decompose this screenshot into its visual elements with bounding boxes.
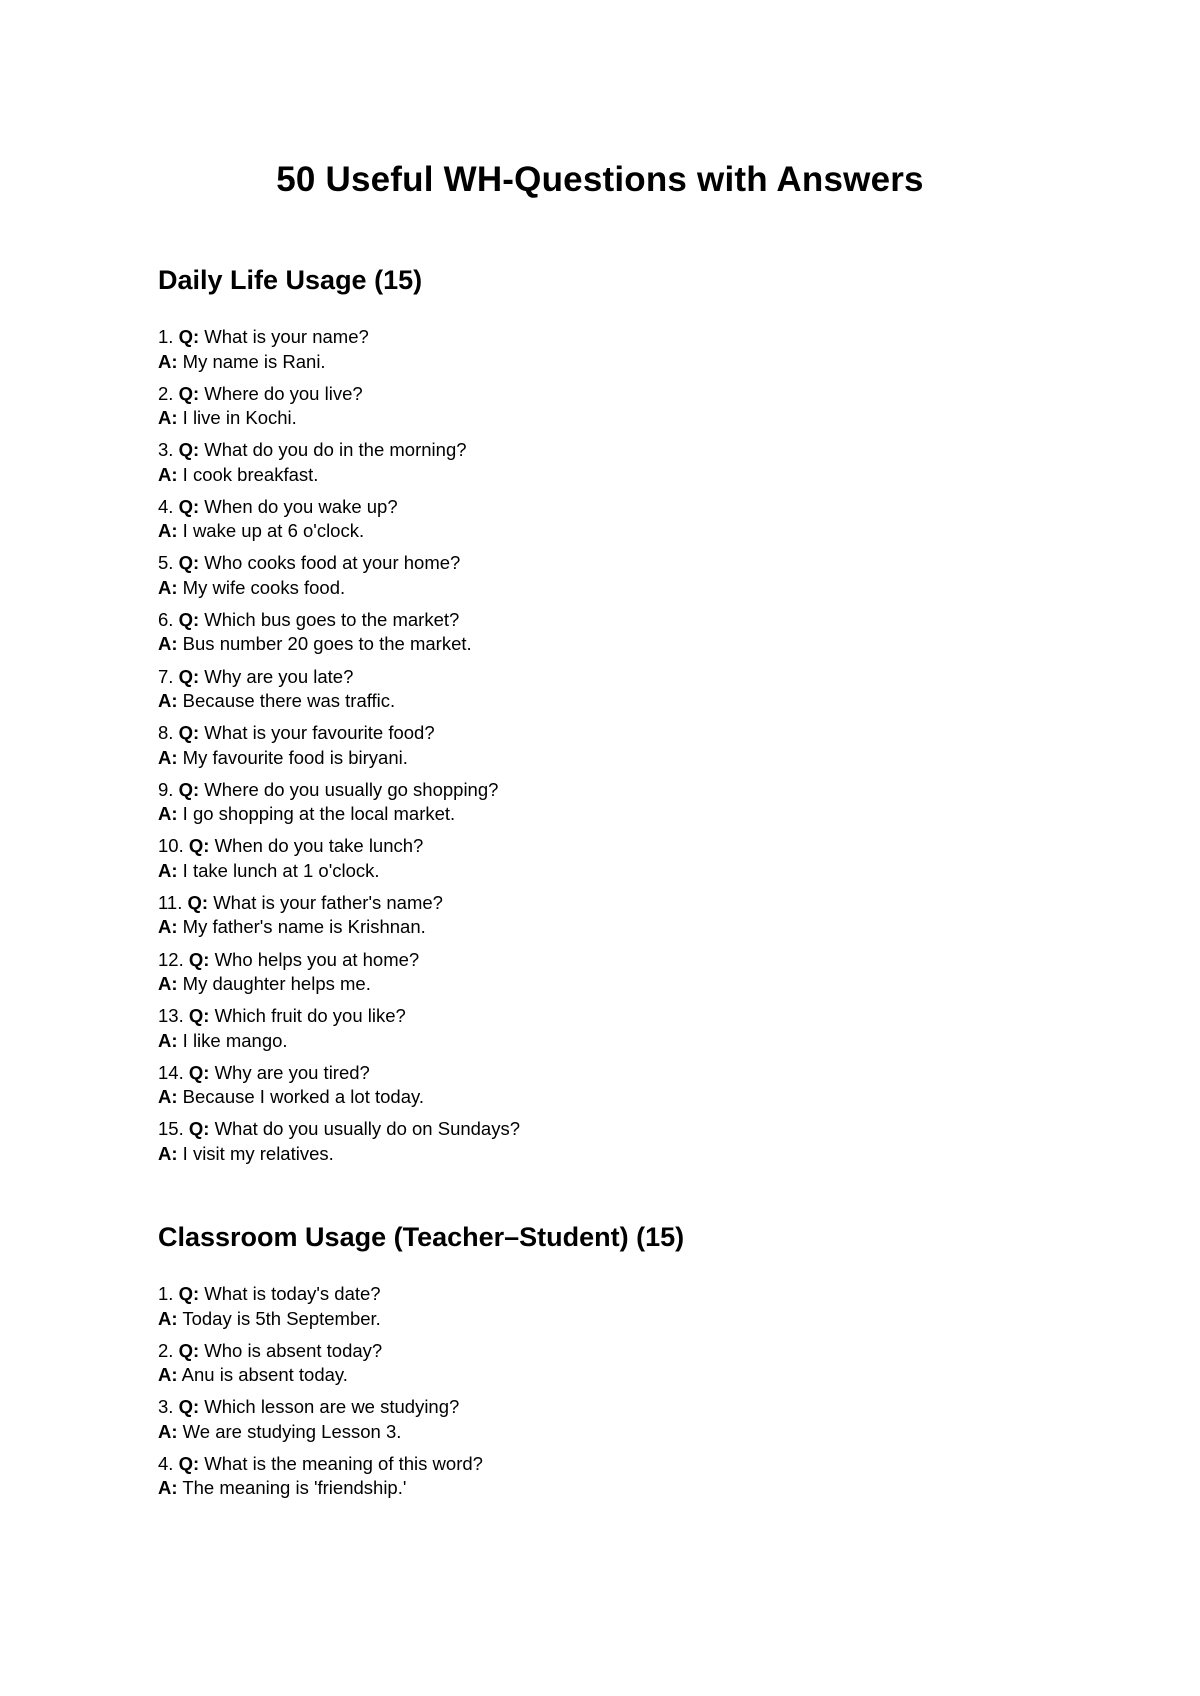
qa-item	[158, 1452, 1058, 1509]
answer-label: A:	[158, 1364, 178, 1386]
question-label: Q:	[178, 608, 200, 630]
item-number: 7.	[158, 665, 174, 687]
qa-item	[158, 1061, 1058, 1118]
answer-text: My name is Rani.	[182, 350, 326, 372]
section-heading-classroom: Classroom Usage (Teacher–Student) (15)	[158, 1222, 685, 1252]
question-line	[158, 551, 1058, 576]
answer-line	[158, 576, 1058, 601]
question-text: Which bus goes to the market?	[204, 608, 460, 630]
answer-line	[158, 746, 1058, 771]
question-text: Who helps you at home?	[214, 948, 420, 970]
qa-item	[158, 778, 1058, 835]
item-number: 1.	[158, 326, 174, 347]
answer-line	[158, 1476, 1058, 1501]
qa-item	[158, 891, 1058, 948]
question-text: What is the meaning of this word?	[204, 1452, 483, 1474]
question-text: What is today's date?	[204, 1283, 381, 1304]
question-text: Which fruit do you like?	[214, 1005, 406, 1027]
answer-text: Today is 5th September.	[182, 1307, 381, 1329]
question-text: What is your favourite food?	[204, 722, 435, 744]
qa-list-daily-life	[158, 325, 1058, 1174]
answer-line	[158, 1085, 1058, 1110]
question-text: Why are you late?	[204, 665, 354, 687]
answer-text: My daughter helps me.	[182, 973, 371, 995]
question-text: What do you do in the morning?	[204, 439, 467, 461]
question-label: Q:	[188, 1061, 210, 1083]
answer-label: A:	[158, 803, 178, 825]
qa-item	[158, 495, 1058, 552]
answer-text: Because there was traffic.	[182, 690, 396, 712]
answer-line	[158, 1307, 1058, 1332]
answer-line	[158, 350, 1058, 375]
item-number: 4.	[158, 1452, 174, 1474]
answer-label: A:	[158, 916, 178, 938]
question-line	[158, 608, 1058, 633]
question-text: Where do you usually go shopping?	[204, 778, 499, 800]
question-text: Who cooks food at your home?	[204, 552, 461, 574]
document-title: 50 Useful WH-Questions with Answers	[276, 160, 924, 199]
answer-line	[158, 972, 1058, 997]
answer-label: A:	[158, 973, 178, 995]
question-line	[158, 891, 1058, 916]
qa-item	[158, 438, 1058, 495]
answer-text: I live in Kochi.	[182, 407, 297, 429]
question-label: Q:	[178, 1396, 200, 1418]
answer-text: I visit my relatives.	[182, 1142, 334, 1164]
item-number: 3.	[158, 1396, 174, 1418]
answer-text: I go shopping at the local market.	[182, 803, 456, 825]
question-label: Q:	[187, 891, 209, 913]
answer-text: We are studying Lesson 3.	[182, 1420, 402, 1442]
question-text: When do you wake up?	[204, 495, 398, 517]
qa-item	[158, 1395, 1058, 1452]
answer-line	[158, 802, 1058, 827]
item-number: 3.	[158, 439, 174, 461]
answer-label: A:	[158, 859, 178, 881]
item-number: 15.	[158, 1118, 184, 1140]
question-label: Q:	[178, 552, 200, 574]
question-label: Q:	[178, 439, 200, 461]
question-line	[158, 382, 1058, 407]
question-label: Q:	[178, 1452, 200, 1474]
question-line	[158, 325, 1058, 350]
question-text: What is your father's name?	[213, 891, 443, 913]
item-number: 2.	[158, 1339, 174, 1361]
question-line	[158, 495, 1058, 520]
answer-label: A:	[158, 1477, 178, 1499]
item-number: 1.	[158, 1283, 174, 1304]
item-number: 2.	[158, 382, 174, 404]
qa-item	[158, 834, 1058, 891]
answer-label: A:	[158, 463, 178, 485]
question-line	[158, 1395, 1058, 1420]
qa-item	[158, 382, 1058, 439]
answer-line	[158, 1029, 1058, 1054]
question-line	[158, 1061, 1058, 1086]
item-number: 10.	[158, 835, 184, 857]
item-number: 8.	[158, 722, 174, 744]
answer-text: I wake up at 6 o'clock.	[182, 520, 365, 542]
answer-text: Because I worked a lot today.	[182, 1086, 424, 1108]
answer-text: Anu is absent today.	[181, 1364, 348, 1386]
question-text: Who is absent today?	[204, 1339, 383, 1361]
answer-line	[158, 1363, 1058, 1388]
answer-line	[158, 1142, 1058, 1167]
question-line	[158, 665, 1058, 690]
answer-text: The meaning is 'friendship.'	[182, 1477, 407, 1499]
answer-text: My favourite food is biryani.	[182, 746, 408, 768]
question-text: When do you take lunch?	[214, 835, 424, 857]
answer-label: A:	[158, 576, 178, 598]
item-number: 9.	[158, 778, 174, 800]
question-line	[158, 1117, 1058, 1142]
answer-label: A:	[158, 407, 178, 429]
question-line	[158, 778, 1058, 803]
answer-label: A:	[158, 690, 178, 712]
question-text: Why are you tired?	[214, 1061, 370, 1083]
item-number: 4.	[158, 495, 174, 517]
answer-line	[158, 519, 1058, 544]
answer-label: A:	[158, 520, 178, 542]
item-number: 11.	[158, 891, 183, 913]
answer-line	[158, 463, 1058, 488]
answer-line	[158, 632, 1058, 657]
answer-label: A:	[158, 1142, 178, 1164]
qa-list-classroom	[158, 1282, 1058, 1508]
item-number: 14.	[158, 1061, 184, 1083]
qa-item	[158, 948, 1058, 1005]
answer-label: A:	[158, 633, 178, 655]
question-label: Q:	[178, 665, 200, 687]
item-number: 12.	[158, 948, 184, 970]
question-label: Q:	[178, 1339, 200, 1361]
qa-item	[158, 1339, 1058, 1396]
item-number: 6.	[158, 608, 174, 630]
qa-item	[158, 325, 1058, 382]
answer-line	[158, 1420, 1058, 1445]
question-label: Q:	[178, 778, 200, 800]
answer-line	[158, 406, 1058, 431]
qa-item	[158, 665, 1058, 722]
question-line	[158, 834, 1058, 859]
answer-line	[158, 689, 1058, 714]
question-label: Q:	[178, 495, 200, 517]
question-text: Where do you live?	[204, 382, 363, 404]
answer-text: Bus number 20 goes to the market.	[182, 633, 472, 655]
question-label: Q:	[178, 326, 200, 347]
question-line	[158, 948, 1058, 973]
question-text: Which lesson are we studying?	[204, 1396, 460, 1418]
answer-label: A:	[158, 350, 178, 372]
qa-item	[158, 1117, 1058, 1174]
answer-text: My wife cooks food.	[182, 576, 346, 598]
item-number: 5.	[158, 552, 174, 574]
question-label: Q:	[188, 948, 210, 970]
question-line	[158, 1004, 1058, 1029]
question-line	[158, 721, 1058, 746]
answer-text: I like mango.	[182, 1029, 288, 1051]
question-text: What is your name?	[204, 326, 369, 347]
answer-label: A:	[158, 746, 178, 768]
qa-item	[158, 721, 1058, 778]
item-number: 13.	[158, 1005, 184, 1027]
answer-text: I cook breakfast.	[182, 463, 319, 485]
qa-item	[158, 1282, 1058, 1339]
question-label: Q:	[188, 835, 210, 857]
answer-label: A:	[158, 1307, 178, 1329]
answer-label: A:	[158, 1029, 178, 1051]
answer-line	[158, 859, 1058, 884]
question-line	[158, 1452, 1058, 1477]
section-heading-daily-life: Daily Life Usage (15)	[158, 265, 423, 295]
answer-text: My father's name is Krishnan.	[182, 916, 426, 938]
question-label: Q:	[178, 1283, 200, 1304]
question-label: Q:	[178, 722, 200, 744]
question-label: Q:	[188, 1005, 210, 1027]
answer-text: I take lunch at 1 o'clock.	[182, 859, 380, 881]
question-line	[158, 438, 1058, 463]
qa-item	[158, 551, 1058, 608]
question-label: Q:	[178, 382, 200, 404]
question-label: Q:	[188, 1118, 210, 1140]
answer-line	[158, 915, 1058, 940]
question-line	[158, 1282, 1058, 1307]
qa-item	[158, 608, 1058, 665]
question-line	[158, 1339, 1058, 1364]
answer-label: A:	[158, 1420, 178, 1442]
answer-label: A:	[158, 1086, 178, 1108]
qa-item	[158, 1004, 1058, 1061]
question-text: What do you usually do on Sundays?	[214, 1118, 521, 1140]
